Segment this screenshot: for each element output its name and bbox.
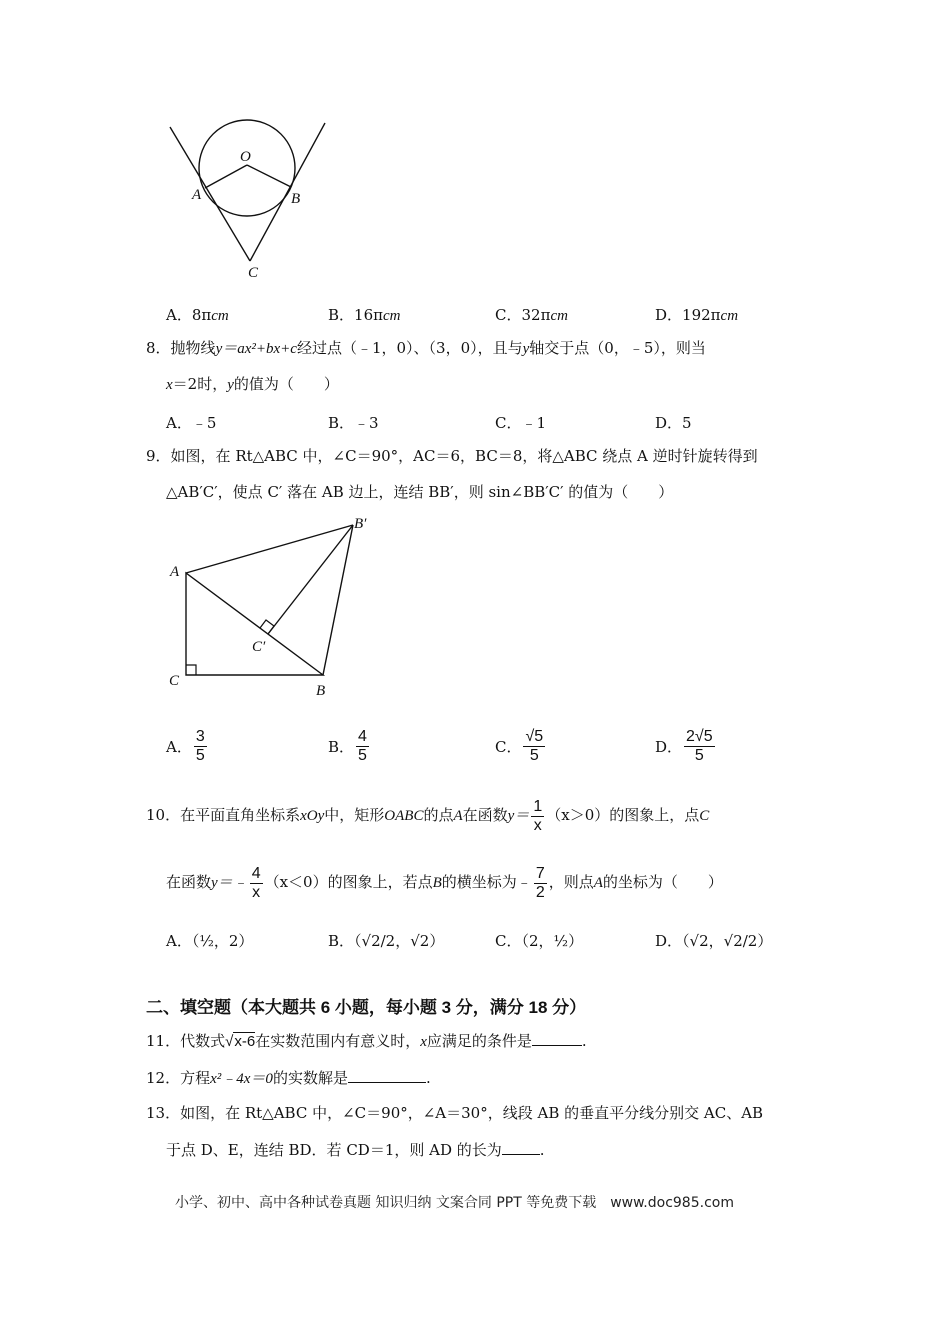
q7-option-d: D．192πcm [655, 306, 739, 324]
q7-option-b: B．16πcm [328, 306, 401, 324]
q10-line2: 在函数y＝﹣ $\frac{4}{x}$ （x＜0）的图象上，若点B的横坐标为﹣ $\frac{7}{2}$ ，则点A的坐标为（ ） [166, 864, 723, 901]
q12-answer-blank [348, 1068, 426, 1083]
q10-option-d: D．（√2，√2/2） [655, 932, 773, 950]
q8-line2: x＝2时，y的值为（ ） [166, 375, 339, 393]
q7-label-b: B [291, 191, 301, 207]
q7-label-a: A [192, 187, 202, 203]
q7-option-a: A．8πcm [166, 306, 229, 324]
q9-figure [160, 510, 390, 705]
q10-option-a: A．（½，2） [166, 932, 254, 950]
q7-label-c: C [248, 265, 259, 281]
q11-answer-blank [532, 1031, 582, 1046]
q9-option-b: B． $\frac{4}{5}$ [328, 728, 367, 764]
q13-line1: 13．如图，在 Rt△ABC 中，∠C＝90°，∠A＝30°，线段 AB 的垂直平分线分别交 AC、AB [146, 1104, 764, 1122]
q12-line: 12．方程x²﹣4x＝0的实数解是 . [146, 1069, 431, 1087]
q9-segment-ab-prime [186, 525, 353, 573]
q7-radius-ob [247, 165, 291, 187]
q9-line2: △AB′C′，使点 C′ 落在 AB 边上，连结 BB′，则 sin∠BB′C′ 的值为（ ） [166, 483, 674, 501]
q9-option-a: A． $\frac{3}{5}$ [166, 728, 205, 764]
q7-circle [199, 120, 295, 216]
q9-segment-b-prime-b [323, 525, 353, 675]
q9-segment-b-prime-c-prime [268, 525, 353, 634]
q9-triangle-abc [186, 573, 323, 675]
q10-line1: 10．在平面直角坐标系xOy中，矩形OABC的点A在函数y＝ $\frac{1}{x}$ （x＞0）的图象上，点C [146, 797, 710, 834]
q9-label-c-prime: C′ [252, 639, 266, 655]
q13-line2: 于点 D、E，连结 BD．若 CD＝1，则 AD 的长为 . [166, 1141, 545, 1159]
q11-line: 11．代数式√x-6在实数范围内有意义时，x应满足的条件是 . [146, 1032, 587, 1050]
q7-tangent-left [170, 127, 250, 261]
q8-line1: 8．抛物线y＝ax²+bx+c经过点（﹣1，0）、（3，0），且与y轴交于点（0，﹣5），则当 [146, 339, 706, 357]
q9-label-a: A [170, 564, 180, 580]
q9-option-d: D． $\frac{2√5}{5}$ [655, 728, 713, 764]
q7-label-o: O [240, 149, 251, 165]
q9-option-c: C． $\frac{√5}{5}$ [495, 728, 544, 764]
q10-option-b: B．（√2/2，√2） [328, 932, 445, 950]
q8-option-a: A．﹣5 [166, 414, 217, 432]
q7-option-c: C．32πcm [495, 306, 568, 324]
q13-answer-blank [502, 1140, 540, 1155]
q7-tangent-right [250, 123, 325, 261]
q9-label-b-prime: B′ [354, 516, 367, 532]
q9-label-c: C [169, 673, 180, 689]
q10-option-c: C．（2，½） [495, 932, 584, 950]
q9-label-b: B [316, 683, 326, 699]
q8-option-d: D．5 [655, 414, 692, 432]
q9-right-angle-c-prime [260, 620, 274, 634]
page-footer: 小学、初中、高中各种试卷真题 知识归纳 文案合同 PPT 等免费下载 www.doc985.com [175, 1195, 734, 1211]
q8-option-b: B．﹣3 [328, 414, 379, 432]
q9-right-angle-c [186, 665, 196, 675]
q11-radical: √x-6 [225, 1033, 256, 1050]
q8-option-c: C．﹣1 [495, 414, 547, 432]
q7-figure [160, 115, 340, 285]
q9-line1: 9．如图，在 Rt△ABC 中，∠C＝90°，AC＝6，BC＝8，将△ABC 绕点 A 逆时针旋转得到 [146, 447, 758, 465]
section-2-title: 二、填空题（本大题共 6 小题，每小题 3 分，满分 18 分） [146, 998, 587, 1017]
q7-radius-oa [205, 165, 247, 188]
